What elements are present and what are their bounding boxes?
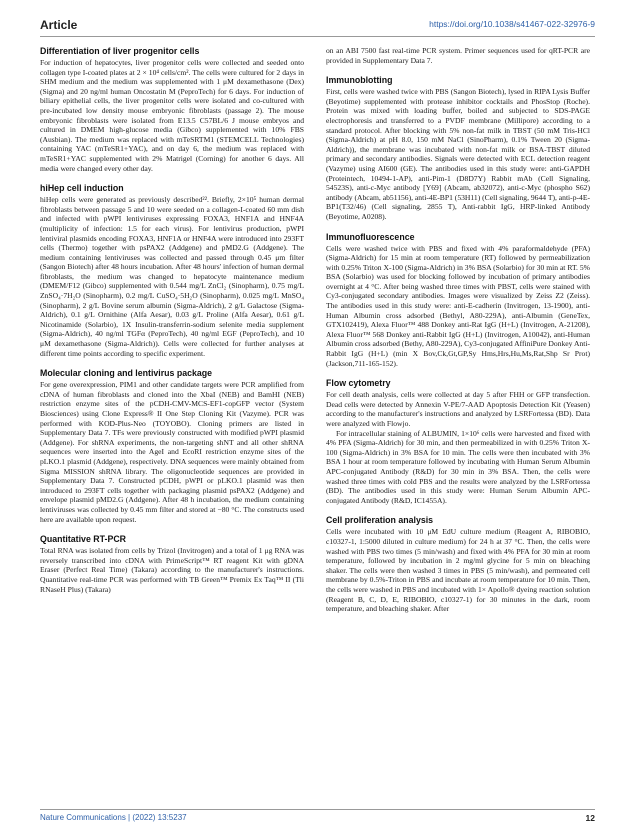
section-hihep-induction xyxy=(40,183,304,358)
section-heading: Quantitative RT-PCR xyxy=(40,534,127,545)
section-paragraph: Total RNA was isolated from cells by Trizol (Invitrogen) and a total of 1 μg RNA was reversely transcribed into cDNA with PrimeScript™ RT reagent Kit with gDNA Eraser (Perfect Real Time) (Takara) according to the manufacturer's instructions. Quantitative real-time PCR was performed with TB Green™ Premix Ex Taq™ II (Tli RNaseH Plus) (Takara) xyxy=(40,546,304,594)
section-paragraph: Cells were washed twice with PBS and fixed with 4% paraformaldehyde (PFA) (Sigma-Aldrich) for 15 min at room temperature (RT) followed by permeabilization with 0.25% Triton X-100 (Sigma-Aldrich) in 3% BSA (Solarbio) for 30 min at RT. 5% BSA (Solarbio) was used for blocking followed by incubation of primary antibodies overnight at 4 °C. After being washed three times with PBST, cells were stained with Cy3-conjugated secondary antibodies. Images were visualized by Zeiss Z2 (Zeiss). The antibodies used in this study were: anti-E-cadherin (Invitrogen, 13-1900), anti-Human Albumin cross adsorbed (Bethyl, A80-229A), anti-Albumin (GeneTex, GTX102419), Alexa Fluor™ 488 Donkey anti-Rat IgG (H+L) (Invitrogen, A-21208), Alexa Fluor™ 568 Donkey anti-Rabbit IgG (H+L) (Invitrogen, A10042), anti-Human Albumin cross adsorbed (Bethy, A80-229A), Cy3-conjugated AffiniPure Donkey Anti-Rabbit IgG (H+L) (min X Bov,Ck,Gt,GP,Sy Hms,Hrs,Hu,Ms,Rat,Shp Sr Prot) (Jackson,711-165-152). xyxy=(326,243,590,368)
doi-link[interactable]: https://doi.org/10.1038/s41467-022-32976-9 xyxy=(429,19,595,29)
section-heading: Immunofluorescence xyxy=(326,231,415,242)
section-paragraph: Cells were incubated with 10 μM EdU culture medium (Reagent A, RIBOBIO, c10327-1, 1:5000 diluted in culture medium) for 24 h at 37 °C. Then, the cells were washed with PBS two times (5 min/wash) and fixed with 4% PFA for 30 min at room temperature, followed by incubation in 2 mg/ml glycine for 5 min on bleaching shaker. The cells were then washed 3 times in PBS (5 min/wash), and permeated cell membrane by 0.5%-Triton in PBS and incubate at room temperature for 10 min. Then, the cells were washed in PBS and incubated with 1× Apollo® dyeing reaction solution (Reagent B, C, D, E, RIBOBIO, c10327-1) for 30 minutes in the dark, room temperature, and bleaching shaker. After xyxy=(326,527,590,614)
section-immunofluorescence xyxy=(326,232,590,369)
page-header xyxy=(40,18,595,34)
section-paragraph: First, cells were washed twice with PBS (Sangon Biotech), lysed in RIPA Lysis Buffer (Beyotime) supplemented with protease inhibitor cocktails and PhosStop (Roche). Protein was mixed with loading buffer, boiled and subjected to SDS-PAGE electrophoresis and transferred to a PVDF membrane (Millipore) according to a standard protocol. After blocking with 5% non-fat milk in TBST (50 mM Tris-HCl (Sigma-Aldrich) at pH 8.0, 150 mM NaCl (SinoPharm), 0.1% Tween 20 (Sigma-Aldrich)), the membrane was incubated with non-fat milk or BSA-TBST diluted primary and secondary antibodies. Signals were detected with ECL detection reagent (Vazyme) using AI600 (GE). The antibodies used in this study were: anti-GAPDH (Proteintech, 10494-1-AP), anti-Pim-1 (D8D7Y) Rabbit mAb (Cell Signaling, 54523S), anti-c-Myc antibody [Y69] (Abcam, ab32072), anti-c-Myc (phospho S62) antibody (Abcam, ab51156), anti-4E-BP1 (53H11) (Cell signaling, 9644 T), anti-p-4E-BP1(T32/46) (Cell signaling, 2855 T), Anti-rabbit IgG, HRP-linked Antibody (Beyotime, A0208). xyxy=(326,87,590,221)
section-paragraph: For induction of hepatocytes, liver progenitor cells were collected and seeded onto collagen type I-coated plates at 2 × 10⁴ cells/cm². The cells were cultured for 2 days in SHM medium and the medium was supplemented with 1 μM dexamethasone (Dex) (Sigma) and 20 ng/ml human Oncostatin M (PeproTech) for 6 days. For induction of biliary epithelial cells, the liver progenitor cells were isolated and co-cultured with pre-incubated low density mouse embryonic fibroblasts (passage 2). The mouse embryonic fibroblasts were isolated from E13.5 C57BL/6 J mouse embryos and cultured in DMEM high-glucose media (Gibco) supplemented with 10% FBS (Ausbian). The medium was replaced with mTeSRTM1 (STEMCELL Technologies) containing YAC (mTeSR1+YAC), and on day 6, the medium was replaced with mTeSR1+YAC supplemented with 2% Matrigel (Corning) for another 6 days. All media were changed every other day. xyxy=(40,58,304,173)
section-paragraph: on an ABI 7500 fast real-time PCR system. Primer sequences used for qRT-PCR are provided in Supplementary Data 7. xyxy=(326,46,590,65)
footer-divider xyxy=(40,809,595,810)
section-paragraph: hiHep cells were generated as previously described²². Briefly, 2×10⁵ human dermal fibroblasts between passage 5 and 10 were seeded on a collagen-I-coated 60 mm dish and infected with pWPI lentiviruses expressing FOXA3, HNF1A and HNF4A (multiplicity of infection: 1.5 for each virus). For lentivirus production, pWPI lentiviral plasmids encoding FOXA3, HNF1A or HNF4A were introduced into 293FT cells (Thermo) together with psPAX2 (Addgene) and pMD2.G (Addgene). The medium containing lentiviruses was collected and passed through 0.45 μm filter (Sangon Biotech) after 48 hours incubation. After 48 hours' infection of human dermal fibroblasts, the medium was changed to hepatocyte maintenance medium (DMEM/F12 (Gibco) supplemented with 0.544 mg/L ZnCl₂ (Sinopharm), 0.75 mg/L ZnSO₄·7H₂O (Sinopharm), 0.2 mg/L CuSO₄·5H₂O (Sinopharm), 0.025 mg/L MnSO₄ (Sinopharm), 2 g/L Bovine serum albumin (Sigma-Aldrich), 2 g/L Galactose (Sigma-Aldrich), 0.1 g/L Ornithine (Alfa Aesar), 0.03 g/L Proline (Alfa Aesar), 0.61 g/L Nicotinamide (Solarbio), 1X Insulin-transferrin-sodium selenite media supplement (Sigma-Aldrich), 40 ng/ml TGFα (PeproTech), 40 ng/ml EGF (PeproTech), and 10 μM dexamethasone (Sigma-Aldrich)). Cells were collected for further analyses at different time points according to specific experiment. xyxy=(40,195,304,358)
section-paragraph: For gene overexpression, PIM1 and other candidate targets were PCR amplified from cDNA of human fibroblasts and cloned into the XbaI (NEB) and BamHI (NEB) restriction enzyme sites of the pCDH-CMV-MCS-EF1-copGFP vector (System Biosciences) using Clone Express® II One Step Cloning Kit (Vazyme). PCR was performed with KOD-Plus-Neo (TOYOBO). Cloning primers are listed in Supplementary Data 7. TFs were previously constructed with modified pWPI plasmid (Addgene). For shRNA experiments, the non-targeting shNT and all other shRNA sequences were inserted into the AgeI and EcoRI restriction enzyme sites of the pLKO.1 plasmid (Addgene), respectively. DNA sequences were mainly obtained from Sigma MISSION shRNA library. The oligonucleotide sequences are provided in Supplementary Data 7. Constructed pCDH, pWPI or pLKO.1 plasmid was then introduced to 293FT cells together with packaging plasmid psPAX2 (Addgene) and envelope plasmid pMD2.G (Addgene). After 48 h incubation, the medium containing lentiviruses was collected by 0.45 mm filter and stored at −80 °C. The constructs used here are available upon request. xyxy=(40,380,304,524)
section-molecular-cloning xyxy=(40,368,304,524)
section-heading: Cell proliferation analysis xyxy=(326,515,434,526)
section-qrt-pcr xyxy=(40,534,304,594)
section-heading: Immunoblotting xyxy=(326,75,393,86)
journal-citation: Nature Communications | (2022) 13:5237 xyxy=(40,813,187,822)
section-liver-progenitor xyxy=(40,46,304,173)
section-heading: Flow cytometry xyxy=(326,378,391,389)
section-heading: hiHep cell induction xyxy=(40,183,124,194)
left-column xyxy=(40,46,304,604)
header-divider xyxy=(40,36,595,37)
section-cell-proliferation xyxy=(326,515,590,613)
section-flow-cytometry xyxy=(326,378,590,505)
section-heading: Molecular cloning and lentivirus package xyxy=(40,368,213,379)
article-label: Article xyxy=(40,18,78,32)
section-paragraph: For intracellular staining of ALBUMIN, 1×10⁶ cells were harvested and fixed with 4% PFA (Sigma-Aldrich) for 30 min, and then permeabilized in with 0.25% Triton X-100 (Sigma-Aldrich) in 3% BSA for 10 min. The cells were then incubated with 3% BSA 1 hour at room temperature followed by incubating with Human Serum Albumin APC-conjugated Antibody (R&D) for 30 min in 3% BSA. Then, the cells were washed three times with cold PBS and the results were analyzed by the LSRFortessa (BD). The antibodies used in this study were: Human Serum Albumin APC-conjugated Antibody (R&D, IC1455A). xyxy=(326,428,590,505)
page-number: 12 xyxy=(585,813,595,823)
section-paragraph: For cell death analysis, cells were collected at day 5 after FHH or GFP transfection. Dead cells were detected by Annexin V-PE/7-AAD Apoptosis Detection Kit (Yeasen) according to the manufacturer's instructions and analyzed by LSRFortessa (BD). Data were analyzed with Flowjo. xyxy=(326,390,590,428)
right-column xyxy=(326,46,590,624)
section-heading: Differentiation of liver progenitor cells xyxy=(40,46,200,56)
section-immunoblotting xyxy=(326,75,590,221)
section-qrt-pcr-continued xyxy=(326,46,590,65)
